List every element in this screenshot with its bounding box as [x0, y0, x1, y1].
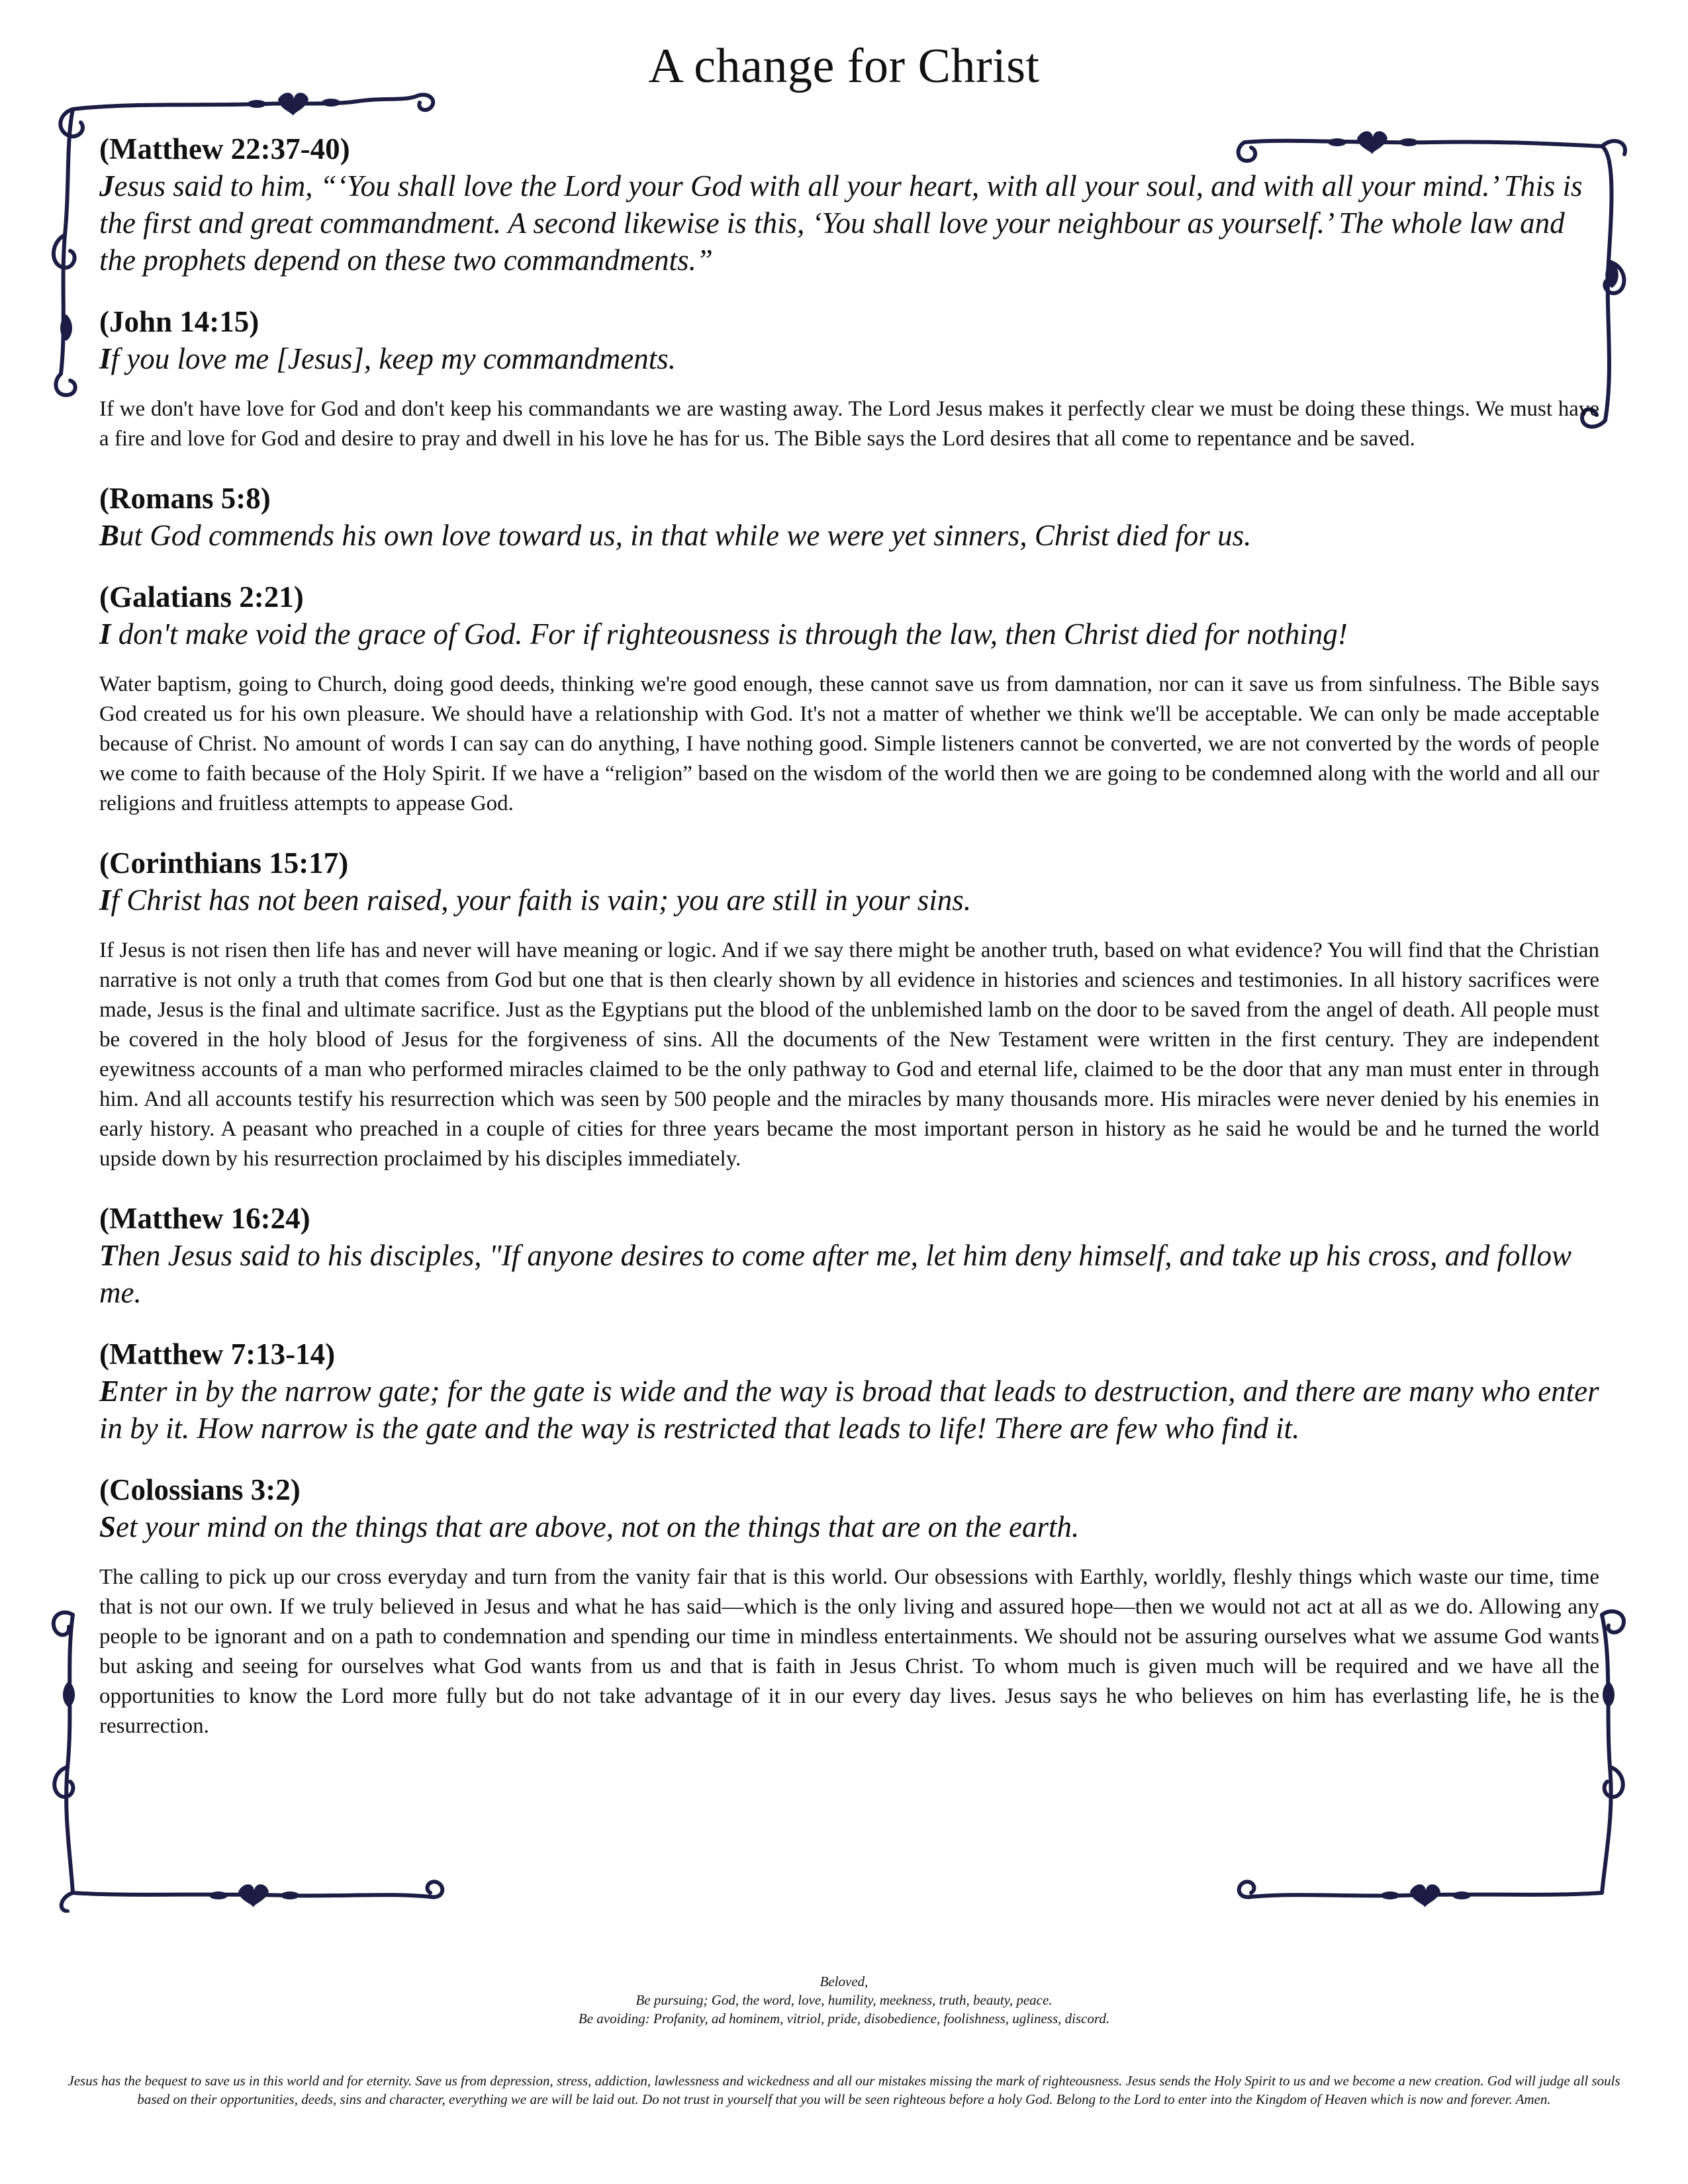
scripture-verse: I don't make void the grace of God. For if righteousness is through the law, then Christ died for nothing!: [99, 617, 1348, 651]
commentary-paragraph: If we don't have love for God and don't keep his commandants we are wasting away. The Lord Jesus makes it perfectly clear we must be doing these things. We must have a fire and love for God and desire to pray and dwell in his love he has for us. The Bible says the Lord desires that all come to repentance and be saved.: [99, 397, 1599, 451]
scripture-reference: (Colossians 3:2): [99, 1473, 301, 1506]
section-corinthians-15: [99, 845, 1599, 919]
commentary-paragraph: Water baptism, going to Church, doing good deeds, thinking we're good enough, these cannot save us from damnation, nor can it save us from sinfulness. The Bible says God created us for his own pleasure. We should have a relationship with God. It's not a matter of whether we think we'll be acceptable. We can only be made acceptable because of Christ. No amount of words I can say can do anything, I have nothing good. Simple listeners cannot be converted, we are not converted by the words of people we come to faith because of the Holy Spirit. If we have a “religion” based on the wisdom of the world then we are going to be condemned along with the world and all our religions and fruitless attempts to appease God.: [99, 672, 1599, 815]
scripture-reference: (Matthew 16:24): [99, 1202, 310, 1235]
scripture-verse: Enter in by the narrow gate; for the gate is wide and the way is broad that leads to destruction, and there are many who enter in by it. How narrow is the gate and the way is restricted that leads to life! There are few who find it.: [99, 1375, 1599, 1445]
footer-closing-text: Jesus has the bequest to save us in this world and for eternity. Save us from depression, stress, addiction, lawlessness and wickedness and all our mistakes missing the mark of righteousness. Jesus sends the Holy Spirit to us and we become a new creation. God will judge all souls based on their opportunities, deeds, sins and character, everything we are will be laid out. Do not trust in yourself that you will be seen righteous before a holy God. Belong to the Lord to enter into the Kingdom of Heaven which is now and forever. Amen.: [68, 2073, 1620, 2107]
scripture-reference: (Galatians 2:21): [99, 580, 304, 614]
scripture-reference: (Corinthians 15:17): [99, 846, 349, 880]
section-matthew-22: [99, 131, 1599, 279]
footer-blessing: [53, 1972, 1635, 2028]
footer-closing: [53, 2071, 1635, 2109]
scripture-reference: (Matthew 22:37-40): [99, 132, 350, 165]
main-content: [99, 131, 1599, 1768]
section-romans-5: [99, 480, 1599, 554]
scripture-verse: But God commends his own love toward us, in that while we were yet sinners, Christ died for us.: [99, 519, 1252, 552]
section-galatians-2: [99, 579, 1599, 653]
commentary-paragraph: If Jesus is not risen then life has and never will have meaning or logic. And if we say there might be another truth, based on what evidence? You will find that the Christian narrative is not only a truth that comes from God but one that is then clearly shown by all evidence in histories and sciences and testimonies. In all history sacrifices were made, Jesus is the final and ultimate sacrifice. Just as the Egyptians put the blood of the unblemished lamb on the door to be saved from the angel of death. All people must be covered in the holy blood of Jesus for the forgiveness of sins. All the documents of the New Testament were written in the first century. They are independent eyewitness accounts of a man who performed miracles claimed to be the only pathway to God and eternal life, claimed to be the door that any man must enter in through him. And all accounts testify his resurrection which was seen by 500 people and the miracles by many thousands more. His miracles were never denied by his enemies in early history. A peasant who preached in a couple of cities for three years became the most important person in history as he said he would be and he turned the world upside down by his resurrection proclaimed by his disciples immediately.: [99, 938, 1599, 1171]
scripture-verse: Set your mind on the things that are above, not on the things that are on the earth.: [99, 1510, 1080, 1543]
section-matthew-16: [99, 1201, 1599, 1311]
section-john-14: [99, 304, 1599, 377]
scripture-verse: Then Jesus said to his disciples, "If anyone desires to come after me, let him deny himself, and take up his cross, and follow me.: [99, 1239, 1571, 1309]
scripture-reference: (John 14:15): [99, 305, 259, 338]
scripture-reference: (Romans 5:8): [99, 482, 271, 515]
scripture-verse: Jesus said to him, “‘You shall love the Lord your God with all your heart, with all your soul, and with all your mind.’ This is the first and great commandment. A second likewise is this, ‘You shall love your neighbour as yourself.’ The whole law and the prophets depend on these two commandments.”: [99, 169, 1583, 277]
commentary-paragraph: The calling to pick up our cross everyday and turn from the vanity fair that is this world. Our obsessions with Earthly, worldly, fleshly things which waste our time, time that is not our own. If we truly believed in Jesus and what he has said—which is the only living and assured hope—then we would not act at all as we do. Allowing any people to be ignorant and on a path to condemnation and spending our time in mindless entertainments. We should not be assuring ourselves what we assume God wants but asking and seeing for ourselves what God wants from us and that is faith in Jesus Christ. To whom much is given much will be required and we have all the opportunities to know the Lord more fully but do not take advantage of it in our every day lives. Jesus says he who believes on him has everlasting life, he is the resurrection.: [99, 1565, 1599, 1738]
scripture-verse: If you love me [Jesus], keep my commandments.: [99, 342, 676, 375]
footer-salutation: Beloved,: [820, 1974, 868, 1989]
section-colossians-3: [99, 1472, 1599, 1545]
page-title: A change for Christ: [648, 39, 1040, 93]
scripture-verse: If Christ has not been raised, your faith is vain; you are still in your sins.: [99, 884, 972, 917]
footer-pursuing: Be pursuing; God, the word, love, humility, meekness, truth, beauty, peace.: [635, 1992, 1053, 2008]
section-matthew-7: [99, 1336, 1599, 1447]
scripture-reference: (Matthew 7:13-14): [99, 1338, 336, 1371]
footer-avoiding: Be avoiding: Profanity, ad hominem, vitriol, pride, disobedience, foolishness, ugliness, discord.: [578, 2011, 1110, 2026]
